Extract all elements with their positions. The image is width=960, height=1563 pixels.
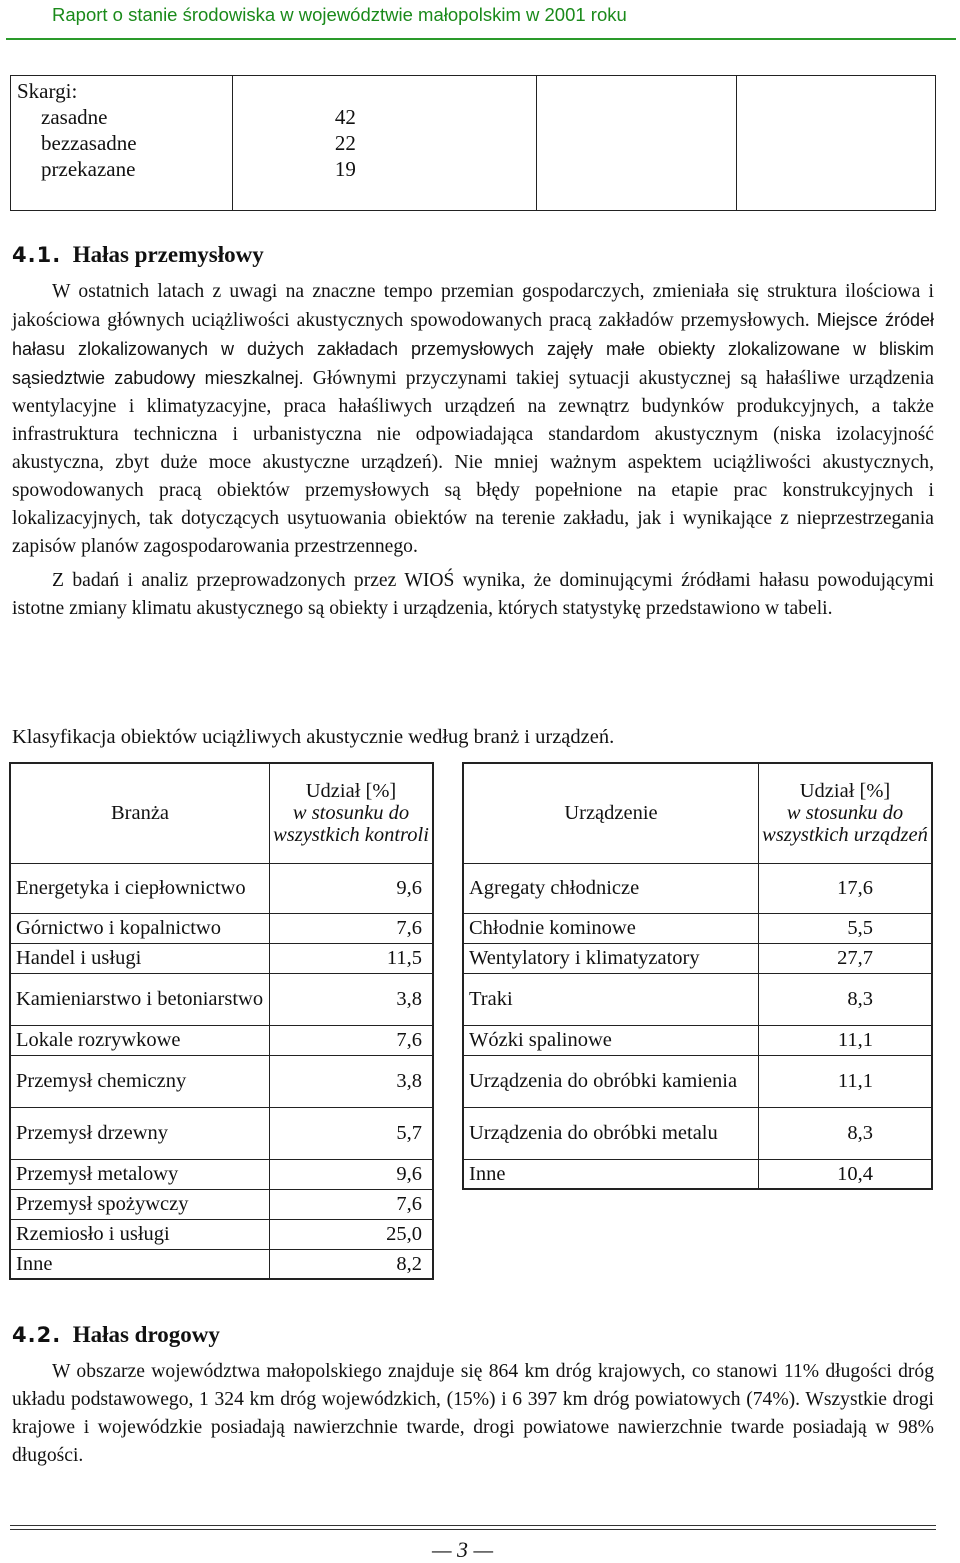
complaints-row-value: 19	[334, 157, 356, 181]
section-number: 4.1.	[12, 243, 62, 267]
row-value: 7,6	[270, 913, 434, 943]
page-number: — 3 —	[432, 1537, 494, 1562]
page-header	[0, 0, 960, 42]
row-name: Kamieniarstwo i betoniarstwo	[10, 973, 270, 1025]
row-value: 8,2	[270, 1249, 434, 1279]
footer-rule	[10, 1529, 936, 1530]
row-name: Przemysł spożywczy	[10, 1189, 270, 1219]
table-row	[10, 973, 433, 1025]
row-value: 10,4	[759, 1159, 933, 1189]
table-row	[10, 1249, 433, 1279]
complaints-empty-cell	[736, 76, 935, 211]
row-name: Energetyka i ciepłownictwo	[10, 863, 270, 913]
header-share-label: Udział [%]	[305, 780, 397, 803]
paragraph-text-sans: Miejsce źródeł hałasu zlokalizowanych w dużych zakładach przemysłowych zajęły małe obiekty zlokalizowane w bliskim sąsiedztwie zabudowy mieszkalnej.	[12, 310, 935, 388]
table-row	[10, 943, 433, 973]
header-share	[270, 763, 434, 863]
table-row	[10, 913, 433, 943]
row-value: 25,0	[270, 1219, 434, 1249]
table-header-row	[10, 763, 433, 863]
branch-table-wrapper	[9, 762, 434, 1280]
paragraph: Z badań i analiz przeprowadzonych przez WIOŚ wynika, że dominującymi źródłami hałasu powodującymi istotne zmiany klimatu akustycznego są obiekty i urządzenia, których statystykę przedstawiono w tabeli.	[12, 570, 934, 619]
paragraph	[12, 278, 934, 561]
row-value: 17,6	[759, 863, 933, 913]
complaints-table	[10, 75, 936, 211]
row-name: Przemysł metalowy	[10, 1159, 270, 1189]
table-row	[10, 1159, 433, 1189]
table-header-row	[463, 763, 932, 863]
row-name: Inne	[10, 1249, 270, 1279]
table-row	[463, 913, 932, 943]
table-row	[10, 1219, 433, 1249]
row-value: 27,7	[759, 943, 933, 973]
row-value: 11,1	[759, 1055, 933, 1107]
complaints-row-label: przekazane	[41, 157, 136, 181]
table-row	[463, 1025, 932, 1055]
row-value: 5,5	[759, 913, 933, 943]
header-rule	[6, 38, 956, 40]
row-name: Agregaty chłodnicze	[463, 863, 759, 913]
row-value: 11,1	[759, 1025, 933, 1055]
paragraph-text: Głównymi przyczynami takiej sytuacji akustycznej są hałaśliwe urządzenia wentylacyjne i klimatyzacyjne, praca hałaśliwych urządzeń na zewnątrz budynków produkcyjnych, a także infrastruktura techniczna i urbanistyczna nie odpowiadająca standardom akustycznym (niska izolacyjność akustyczna, zbyt duże moce akustyczne urządzeń). Nie mniej ważnym aspektem uciążliwości akustycznych, spowodowanych pracą obiektów przemysłowych są błędy popełnione na etapie prac konstrukcyjnych i lokalizacyjnych, tak dotyczących usytuowania obiektów na terenie zakładu, jak i wynikające z nieprzestrzegania zapisów planów zagospodarowania przestrzennego.	[12, 368, 934, 557]
row-name: Traki	[463, 973, 759, 1025]
table-row	[10, 1107, 433, 1159]
table-row	[10, 1055, 433, 1107]
table-row	[463, 1159, 932, 1189]
row-name: Przemysł chemiczny	[10, 1055, 270, 1107]
device-table	[462, 762, 933, 1190]
paragraph-text: W ostatnich latach z uwagi na znaczne tempo przemian gospodarczych, zmieniała się struktura ilościowa i jakościowa głównych uciążliwości akustycznych spowodowanych pracą zakładów przemysłowych.	[12, 281, 934, 331]
row-name: Chłodnie kominowe	[463, 913, 759, 943]
row-value: 8,3	[759, 973, 933, 1025]
row-name: Wentylatory i klimatyzatory	[463, 943, 759, 973]
row-name: Wózki spalinowe	[463, 1025, 759, 1055]
row-value: 11,5	[270, 943, 434, 973]
complaints-row-value: 42	[334, 105, 356, 129]
device-table-wrapper	[462, 762, 933, 1190]
row-name: Przemysł drzewny	[10, 1107, 270, 1159]
table-row	[463, 943, 932, 973]
table-row	[10, 1025, 433, 1055]
section-body	[12, 1358, 934, 1470]
complaints-label: Skargi:	[17, 79, 78, 103]
row-name: Urządzenia do obróbki kamienia	[463, 1055, 759, 1107]
table-row	[10, 863, 433, 913]
row-name: Urządzenia do obróbki metalu	[463, 1107, 759, 1159]
header-share-label: Udział [%]	[799, 780, 891, 803]
table-row	[463, 863, 932, 913]
row-value: 5,7	[270, 1107, 434, 1159]
complaints-row-value: 22	[334, 131, 356, 155]
section-title: Hałas drogowy	[72, 1322, 220, 1347]
complaints-labels-cell	[11, 76, 233, 211]
section-body	[12, 278, 934, 623]
row-value: 9,6	[270, 1159, 434, 1189]
row-value: 7,6	[270, 1189, 434, 1219]
section-heading	[12, 1322, 220, 1348]
paragraph: W obszarze województwa małopolskiego znajduje się 864 km dróg krajowych, co stanowi 11% długości dróg układu podstawowego, 1 324 km dróg wojewódzkich, (15%) i 6 397 km dróg powiatowych (74%). Wszystkie drogi krajowe i wojewódzkie posiadają nawierzchnie twarde, drogi powiatowe nawierzchnie twarde posiadają w 98% długości.	[12, 1361, 934, 1466]
row-name: Rzemiosło i usługi	[10, 1219, 270, 1249]
header-title: Raport o stanie środowiska w województwie małopolskim w 2001 roku	[52, 4, 627, 25]
section-number: 4.2.	[12, 1323, 62, 1347]
complaints-empty-cell	[537, 76, 736, 211]
section-heading	[12, 242, 264, 268]
complaints-row-label: zasadne	[41, 105, 108, 129]
row-value: 7,6	[270, 1025, 434, 1055]
row-name: Handel i usługi	[10, 943, 270, 973]
row-value: 3,8	[270, 1055, 434, 1107]
section-title: Hałas przemysłowy	[72, 242, 264, 267]
row-value: 9,6	[270, 863, 434, 913]
table-row	[463, 1055, 932, 1107]
row-name: Inne	[463, 1159, 759, 1189]
complaints-row-label: bezzasadne	[41, 131, 137, 155]
header-share	[759, 763, 933, 863]
table-caption: Klasyfikacja obiektów uciążliwych akustycznie według branż i urządzeń.	[12, 726, 615, 748]
header-device: Urządzenie	[463, 763, 759, 863]
complaints-values-cell	[232, 76, 536, 211]
row-name: Górnictwo i kopalnictwo	[10, 913, 270, 943]
footer-rule	[10, 1525, 936, 1526]
row-value: 8,3	[759, 1107, 933, 1159]
table-row	[463, 1107, 932, 1159]
header-share-sub: w stosunku do wszystkich urządzeń	[762, 802, 928, 847]
branch-table	[9, 762, 434, 1280]
row-name: Lokale rozrywkowe	[10, 1025, 270, 1055]
header-branch: Branża	[10, 763, 270, 863]
table-row	[10, 1189, 433, 1219]
header-share-sub: w stosunku do wszystkich kontroli	[273, 802, 429, 847]
row-value: 3,8	[270, 973, 434, 1025]
table-row	[463, 973, 932, 1025]
